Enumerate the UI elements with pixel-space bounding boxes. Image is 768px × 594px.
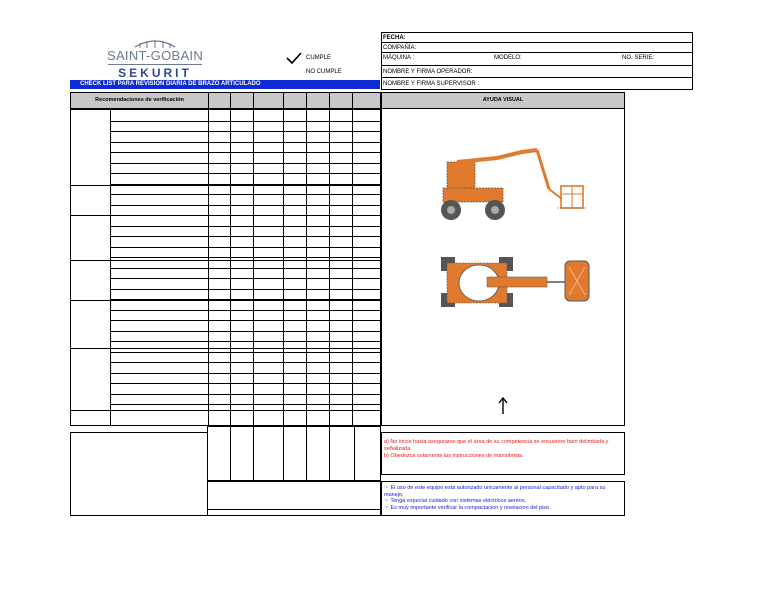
- note-blue-1: ☞ El uso de este equipo esta autorizado unicamente al personal capacitado y apto para su manejo.: [384, 485, 606, 498]
- arrow-up-icon: [498, 397, 508, 415]
- bottom-col-line: [253, 427, 254, 480]
- boom-lift-top-view: [437, 249, 597, 319]
- grid-row-line: [110, 184, 380, 185]
- fecha-field[interactable]: FECHA:: [382, 33, 692, 43]
- grid-row-line: [110, 142, 380, 143]
- checklist-grid: [70, 109, 381, 426]
- bottom-col-line: [329, 427, 330, 480]
- grid-row-line: [110, 341, 380, 342]
- grid-group-line: [71, 300, 380, 301]
- grid-row-line: [110, 173, 380, 174]
- grid-row-line: [110, 362, 380, 363]
- compania-field[interactable]: COMPAÑÍA:: [382, 43, 692, 53]
- company-logo: [100, 38, 210, 78]
- grid-row-line: [110, 121, 380, 122]
- maquina-field[interactable]: MÁQUINA : MODELO: NO. SERIE:: [382, 53, 692, 66]
- checklist-title-bar: CHECK LIST PARA REVISIÓN DIARIA DE BRAZO ARTICULADO: [70, 80, 380, 89]
- grid-row-line: [110, 215, 380, 216]
- grid-row-line: [110, 226, 380, 227]
- grid-row-line: [110, 257, 380, 258]
- grid-row-line: [110, 278, 380, 279]
- grid-row-line: [110, 268, 380, 269]
- observations-box[interactable]: [207, 481, 381, 510]
- safety-notes-red: [381, 432, 625, 475]
- note-red-a: a) No inicie hasta asegurarse que el área de su competencia se encuentre bien delimitada y señalizada.: [384, 439, 609, 452]
- grid-row-line: [110, 247, 380, 248]
- grid-row-line: [110, 320, 380, 321]
- observations-box-2[interactable]: [207, 509, 381, 516]
- grid-group-line: [71, 260, 380, 261]
- header-fields: [381, 32, 693, 90]
- grid-row-line: [110, 310, 380, 311]
- modelo-label: MODELO:: [494, 55, 522, 61]
- grid-group-line: [71, 410, 380, 411]
- logo-arch-icon: [132, 38, 178, 48]
- operador-field[interactable]: NOMBRE Y FIRMA OPERADOR:: [382, 66, 692, 78]
- note-red-b: b) Obedezca solamente las instrucciones de maniobrista.: [384, 453, 524, 459]
- grid-row-line: [110, 152, 380, 153]
- bottom-grid: [207, 426, 381, 481]
- grid-row-line: [110, 373, 380, 374]
- bottom-col-line: [230, 427, 231, 480]
- checkmark-icon: [286, 52, 302, 64]
- bottom-col-line: [354, 427, 355, 480]
- grid-row-line: [110, 383, 380, 384]
- logo-sekurit: SEKURIT: [118, 66, 192, 80]
- note-blue-3: ☞ Es muy importante verificar la compactacion y nivelacion del piso.: [384, 504, 551, 511]
- signature-box[interactable]: [70, 432, 208, 516]
- legend-cumple: CUMPLE: [306, 55, 332, 61]
- recommendations-header-label: Recomendaciones de verificación: [95, 97, 184, 103]
- grid-row-line: [110, 352, 380, 353]
- grid-row-line: [110, 299, 380, 300]
- grid-row-line: [110, 236, 380, 237]
- grid-group-line: [71, 348, 380, 349]
- note-blue-2: ☞ Tenga especial cuidado con sistemas eléctricos aereos.: [384, 498, 527, 504]
- boom-lift-side-view: [437, 144, 587, 224]
- grid-row-line: [110, 194, 380, 195]
- bottom-col-line: [306, 427, 307, 480]
- visual-aid-header: AYUDA VISUAL: [381, 92, 625, 109]
- safety-notes-blue: [381, 481, 625, 516]
- grid-row-line: [110, 205, 380, 206]
- grid-row-line: [110, 131, 380, 132]
- supervisor-field[interactable]: NOMBRE Y FIRMA SUPERVISOR :: [383, 81, 480, 87]
- grid-group-line: [71, 185, 380, 186]
- grid-row-line: [110, 331, 380, 332]
- bottom-col-line: [283, 427, 284, 480]
- grid-row-line: [110, 289, 380, 290]
- visual-aid-panel: [381, 109, 625, 426]
- logo-saint-gobain: SAINT-GOBAIN: [106, 48, 204, 63]
- legend-no-cumple: NO CUMPLE: [306, 69, 342, 75]
- grid-row-line: [110, 163, 380, 164]
- no-serie-label: NO. SERIE:: [622, 55, 655, 61]
- grid-row-line: [110, 394, 380, 395]
- recommendations-header: [70, 92, 381, 109]
- grid-row-line: [110, 404, 380, 405]
